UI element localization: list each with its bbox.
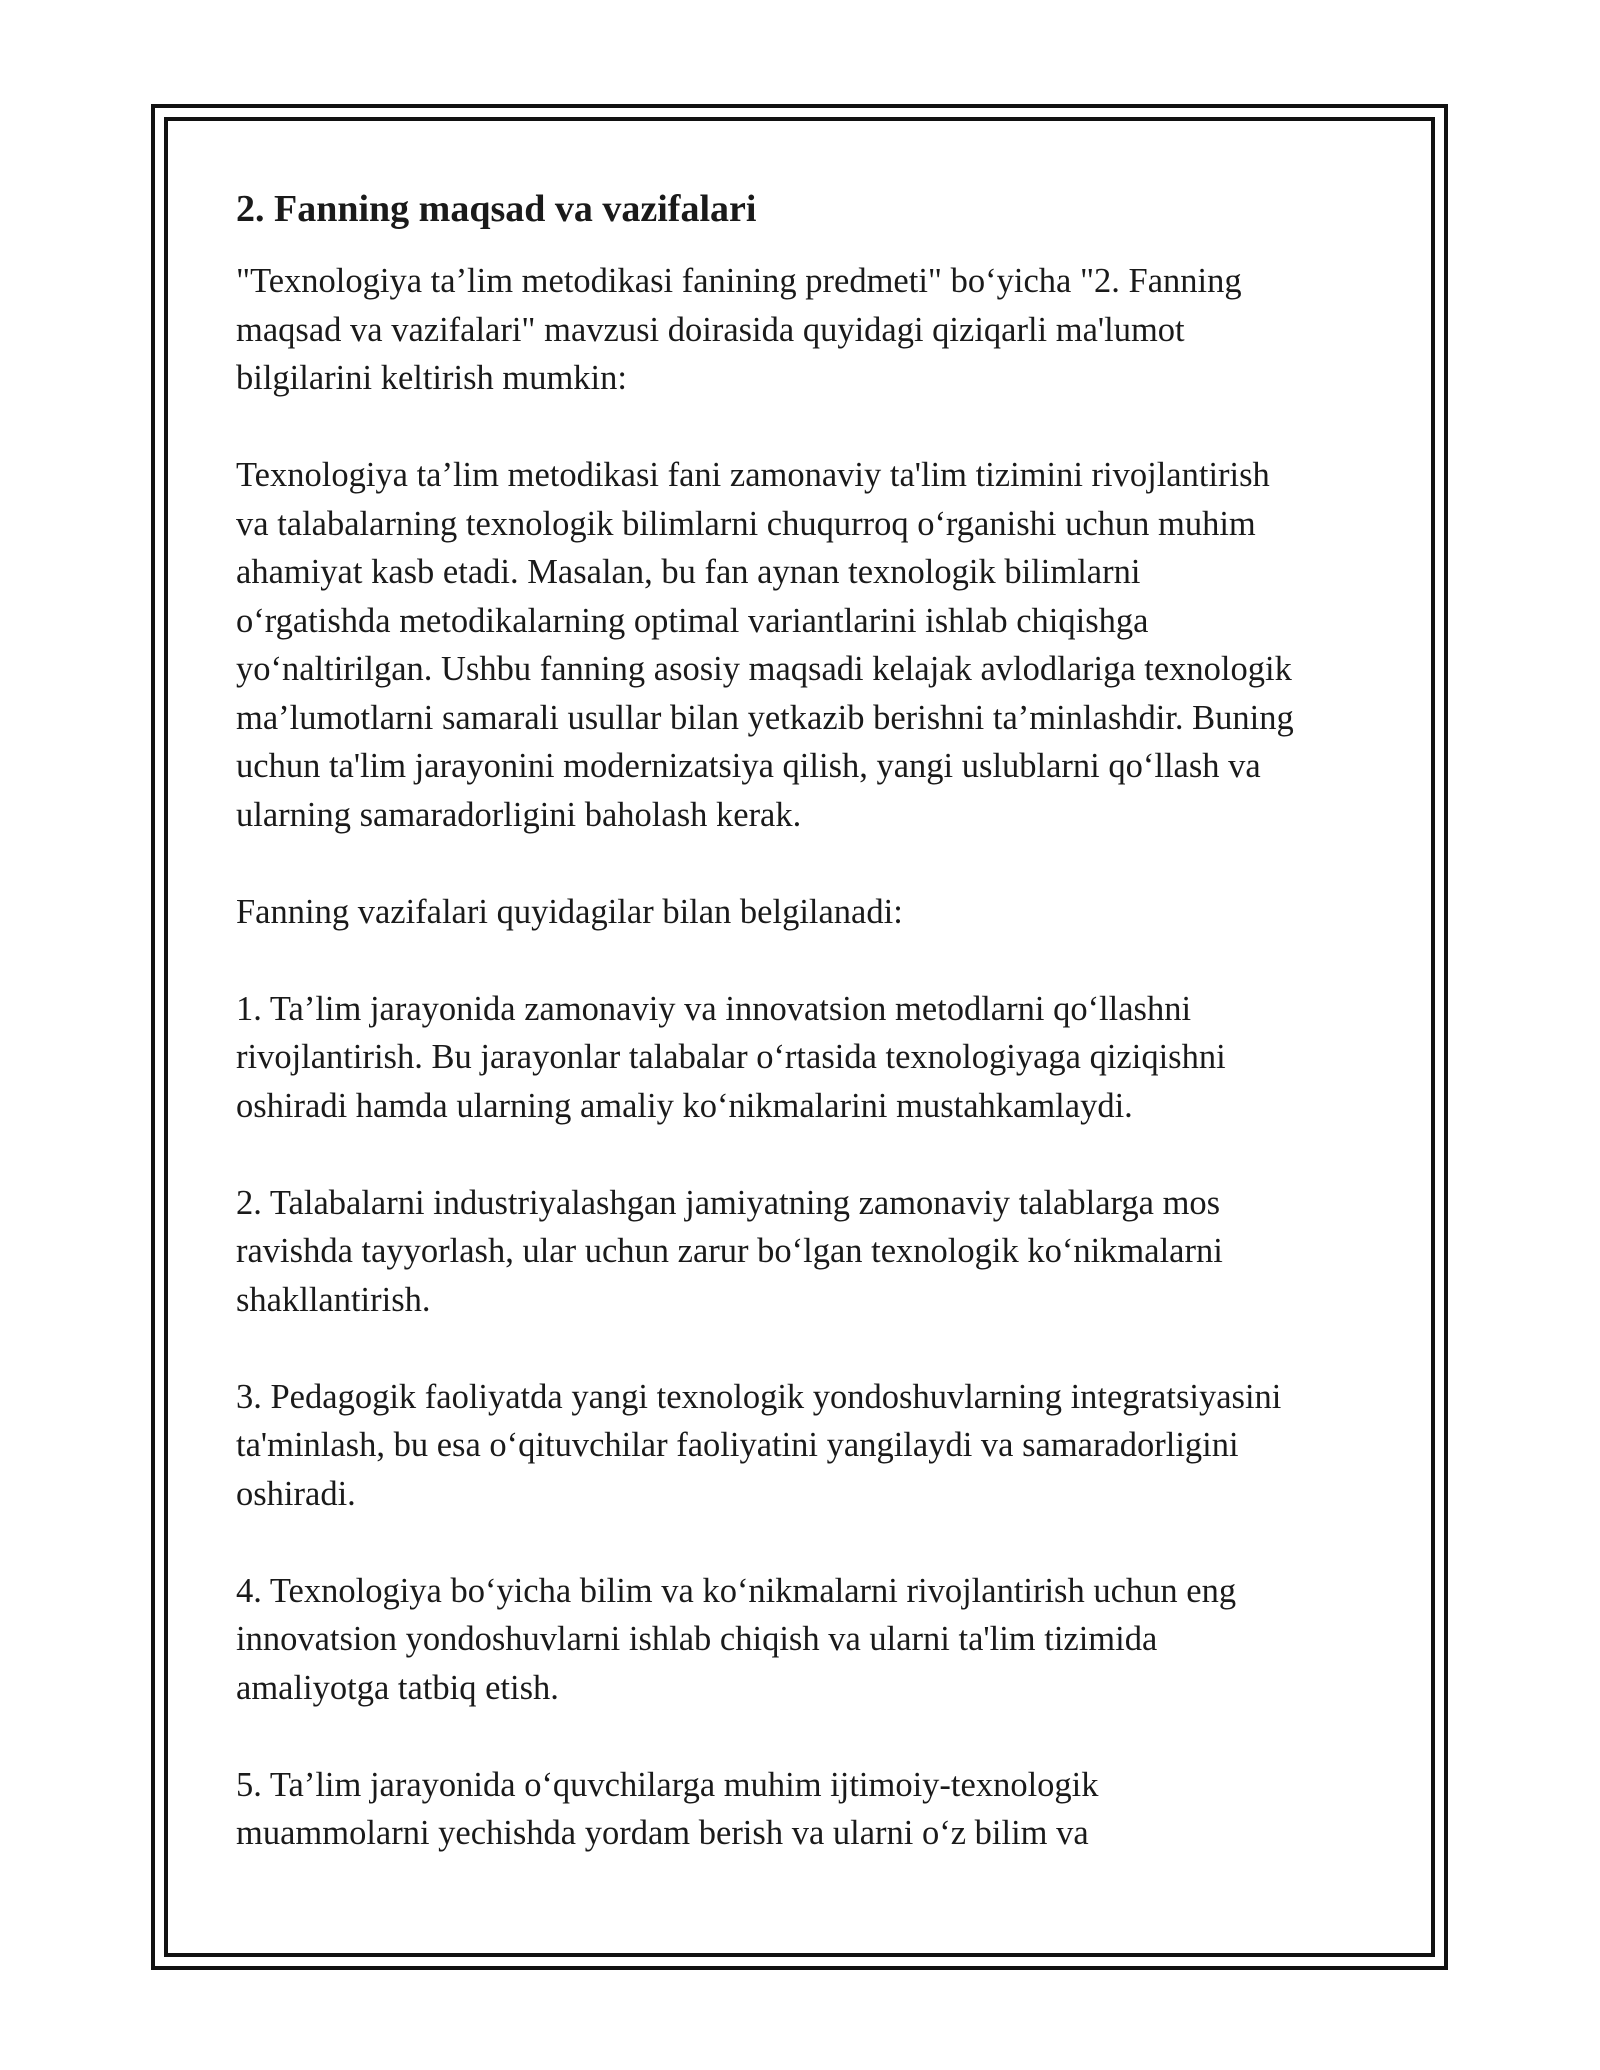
text-line: ravishda tayyorlash, ular uchun zarur bo‘lgan texnologik ko‘nikmalarni xyxy=(236,1232,1223,1270)
task-item-2 xyxy=(236,1179,1376,1325)
text-line: uchun ta'lim jarayonini modernizatsiya qilish, yangi uslublarni qo‘llash va xyxy=(236,747,1261,785)
text-line: innovatsion yondoshuvlarni ishlab chiqish va ularni ta'lim tizimida xyxy=(236,1620,1158,1658)
section-heading: 2. Fanning maqsad va vazifalari xyxy=(236,188,757,230)
text-line: shakllantirish. xyxy=(236,1280,431,1319)
text-line: ma’lumotlarni samarali usullar bilan yetkazib berishni ta’minlashdir. Buning xyxy=(236,698,1294,737)
tasks-intro-paragraph xyxy=(236,888,1376,937)
text-line: 2. Talabalarni industriyalashgan jamiyatning zamonaviy talablarga mos xyxy=(236,1183,1221,1222)
text-line: maqsad va vazifalari" mavzusi doirasida quyidagi qiziqarli ma'lumot xyxy=(236,310,1185,349)
task-item-3 xyxy=(236,1373,1376,1519)
task-item-5 xyxy=(236,1761,1376,1858)
text-line: rivojlantirish. Bu jarayonlar talabalar o‘rtasida texnologiyaga qiziqishni xyxy=(236,1038,1226,1076)
task-item-1 xyxy=(236,985,1376,1131)
text-line: 1. Ta’lim jarayonida zamonaviy va innovatsion metodlarni qo‘llashni xyxy=(236,989,1192,1028)
text-line: Texnologiya ta’lim metodikasi fani zamonaviy ta'lim tizimini rivojlantirish xyxy=(236,456,1270,494)
text-line: oshiradi. xyxy=(236,1474,356,1513)
text-line: bilgilarini keltirish mumkin: xyxy=(236,359,627,397)
text-line: 5. Ta’lim jarayonida o‘quvchilarga muhim ijtimoiy-texnologik xyxy=(236,1765,1099,1804)
body-paragraph xyxy=(236,451,1376,839)
text-line: ta'minlash, bu esa o‘qituvchilar faoliyatini yangilaydi va samaradorligini xyxy=(236,1426,1239,1464)
text-line: va talabalarning texnologik bilimlarni chuqurroq o‘rganishi uchun muhim xyxy=(236,504,1256,543)
text-line: 3. Pedagogik faoliyatda yangi texnologik yondoshuvlarning integratsiyasini xyxy=(236,1377,1282,1416)
document-body xyxy=(236,185,1376,1906)
task-item-4 xyxy=(236,1567,1376,1713)
text-line: "Texnologiya ta’lim metodikasi fanining predmeti" bo‘yicha "2. Fanning xyxy=(236,262,1242,300)
text-line: oshiradi hamda ularning amaliy ko‘nikmalarini mustahkamlaydi. xyxy=(236,1086,1133,1125)
intro-paragraph xyxy=(236,257,1376,403)
text-line: amaliyotga tatbiq etish. xyxy=(236,1668,559,1707)
text-line: muammolarni yechishda yordam berish va ularni o‘z bilim va xyxy=(236,1814,1089,1852)
text-line: 4. Texnologiya bo‘yicha bilim va ko‘nikmalarni rivojlantirish uchun eng xyxy=(236,1571,1237,1610)
text-line: ahamiyat kasb etadi. Masalan, bu fan aynan texnologik bilimlarni xyxy=(236,553,1141,591)
text-line: ularning samaradorligini baholash kerak. xyxy=(236,795,802,834)
text-line: o‘rgatishda metodikalarning optimal variantlarini ishlab chiqishga xyxy=(236,601,1149,640)
text-line: yo‘naltirilgan. Ushbu fanning asosiy maqsadi kelajak avlodlariga texnologik xyxy=(236,650,1292,688)
text-line: Fanning vazifalari quyidagilar bilan belgilanadi: xyxy=(236,892,903,931)
